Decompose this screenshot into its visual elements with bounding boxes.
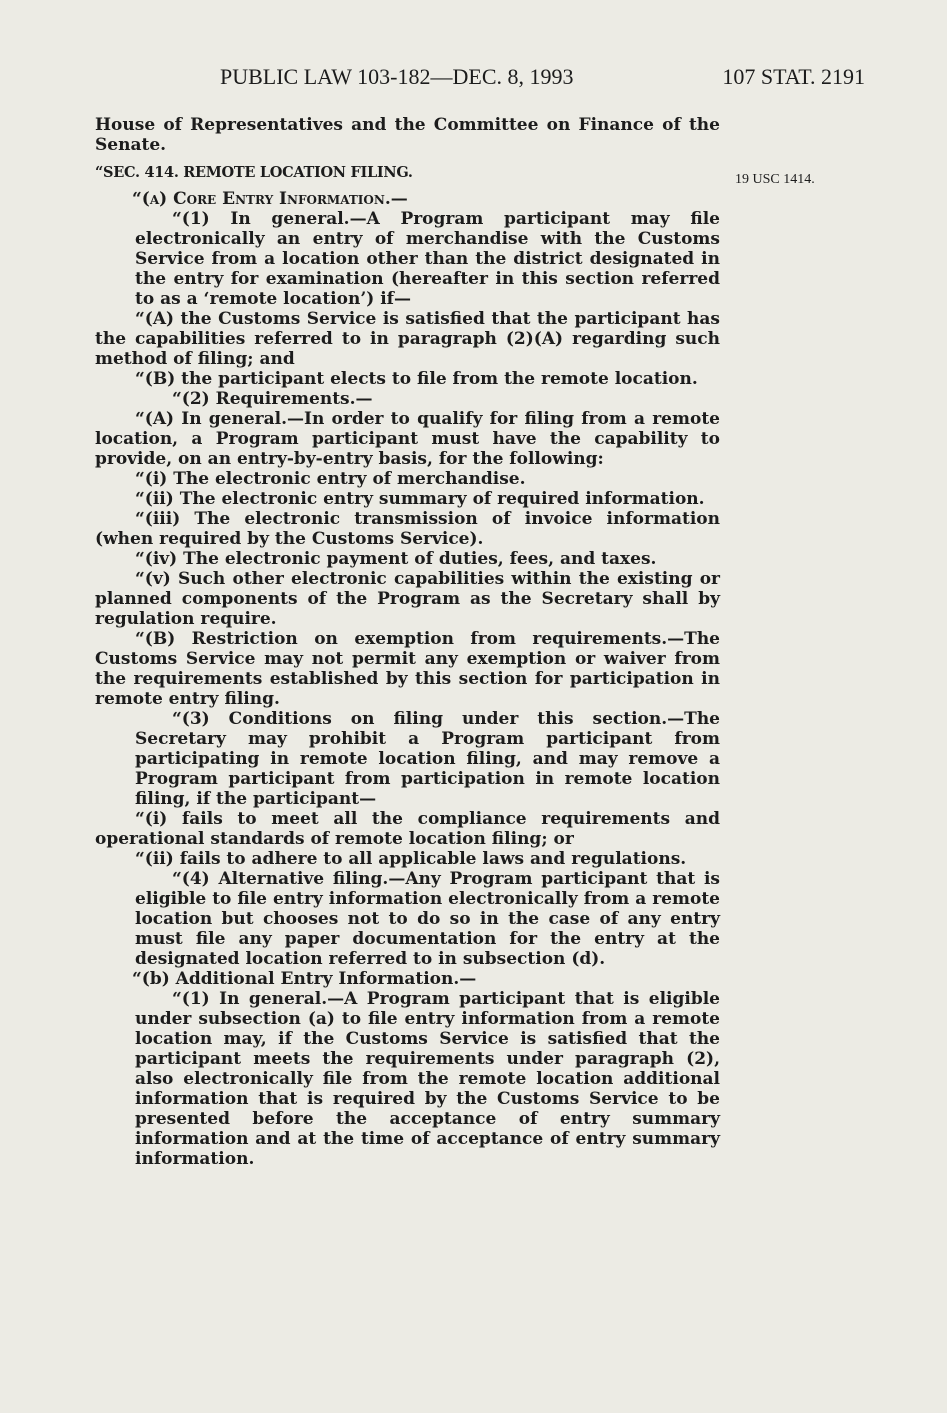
- paragraph-a2-B: “(B) Restriction on exemption from requirements.—The Customs Service may not permit any exemption or waiver from the requirements established by this section for participation in remote entry filing.: [95, 629, 720, 709]
- paragraph-a3: “(3) Conditions on filing under this section.—The Secretary may prohibit a Program participant from participating in remote location filing, and may remove a Program participant from participation in remote location filing, if the participant—: [135, 709, 720, 809]
- header-title: PUBLIC LAW 103-182—DEC. 8, 1993: [220, 64, 574, 89]
- paragraph-a1-B: “(B) the participant elects to file from the remote location.: [135, 369, 698, 389]
- paragraph-a4: “(4) Alternative filing.—Any Program participant that is eligible to file entry information electronically from a remote location but chooses not to do so in the case of any entry must file any paper documentation for the entry at the designated location referred to in subsection (d).: [135, 869, 720, 969]
- paragraph-intro: House of Representatives and the Committee on Finance of the Senate.: [95, 115, 720, 155]
- section-heading: “SEC. 414. REMOTE LOCATION FILING.: [95, 164, 413, 181]
- clause-i: “(i) The electronic entry of merchandise.: [135, 469, 526, 489]
- paragraph-a1-A: “(A) the Customs Service is satisfied that the participant has the capabilities referred to in paragraph (2)(A) regarding such method of filing; and: [95, 309, 720, 369]
- header-stat: 107 STAT. 2191: [722, 64, 865, 89]
- page-header: [220, 64, 865, 90]
- clause-iv: “(iv) The electronic payment of duties, fees, and taxes.: [135, 549, 657, 569]
- paragraph-a2-heading: “(2) Requirements.—: [172, 389, 373, 409]
- paragraph-a3-ii: “(ii) fails to adhere to all applicable laws and regulations.: [135, 849, 687, 869]
- paragraph-a2-A: “(A) In general.—In order to qualify for filing from a remote location, a Program participant must have the capability to provide, on an entry-by-entry basis, for the following:: [95, 409, 720, 469]
- paragraph-a1: “(1) In general.—A Program participant may file electronically an entry of merchandise with the Customs Service from a location other than the district designated in the entry for examination (hereafter in this section referred to as a ‘remote location’) if—: [135, 209, 720, 309]
- paragraph-b1: “(1) In general.—A Program participant that is eligible under subsection (a) to file entry information from a remote location may, if the Customs Service is satisfied that the participant meets the requirements under paragraph (2), also electronically file from the remote location additional information that is required by the Customs Service to be presented before the acceptance of entry summary information and at the time of acceptance of entry summary information.: [135, 989, 720, 1169]
- subsection-b-heading: “(b) Additional Entry Information.—: [132, 969, 477, 989]
- paragraph-a3-i: “(i) fails to meet all the compliance requirements and operational standards of remote location filing; or: [95, 809, 720, 849]
- subsection-a-heading: “(a) Core Entry Information.—: [132, 189, 408, 209]
- clause-iii: “(iii) The electronic transmission of invoice information (when required by the Customs Service).: [95, 509, 720, 549]
- margin-citation: 19 USC 1414.: [735, 172, 815, 187]
- clause-v: “(v) Such other electronic capabilities within the existing or planned components of the Program as the Secretary shall by regulation require.: [95, 569, 720, 629]
- clause-ii: “(ii) The electronic entry summary of required information.: [135, 489, 705, 509]
- statute-text: [95, 115, 720, 1169]
